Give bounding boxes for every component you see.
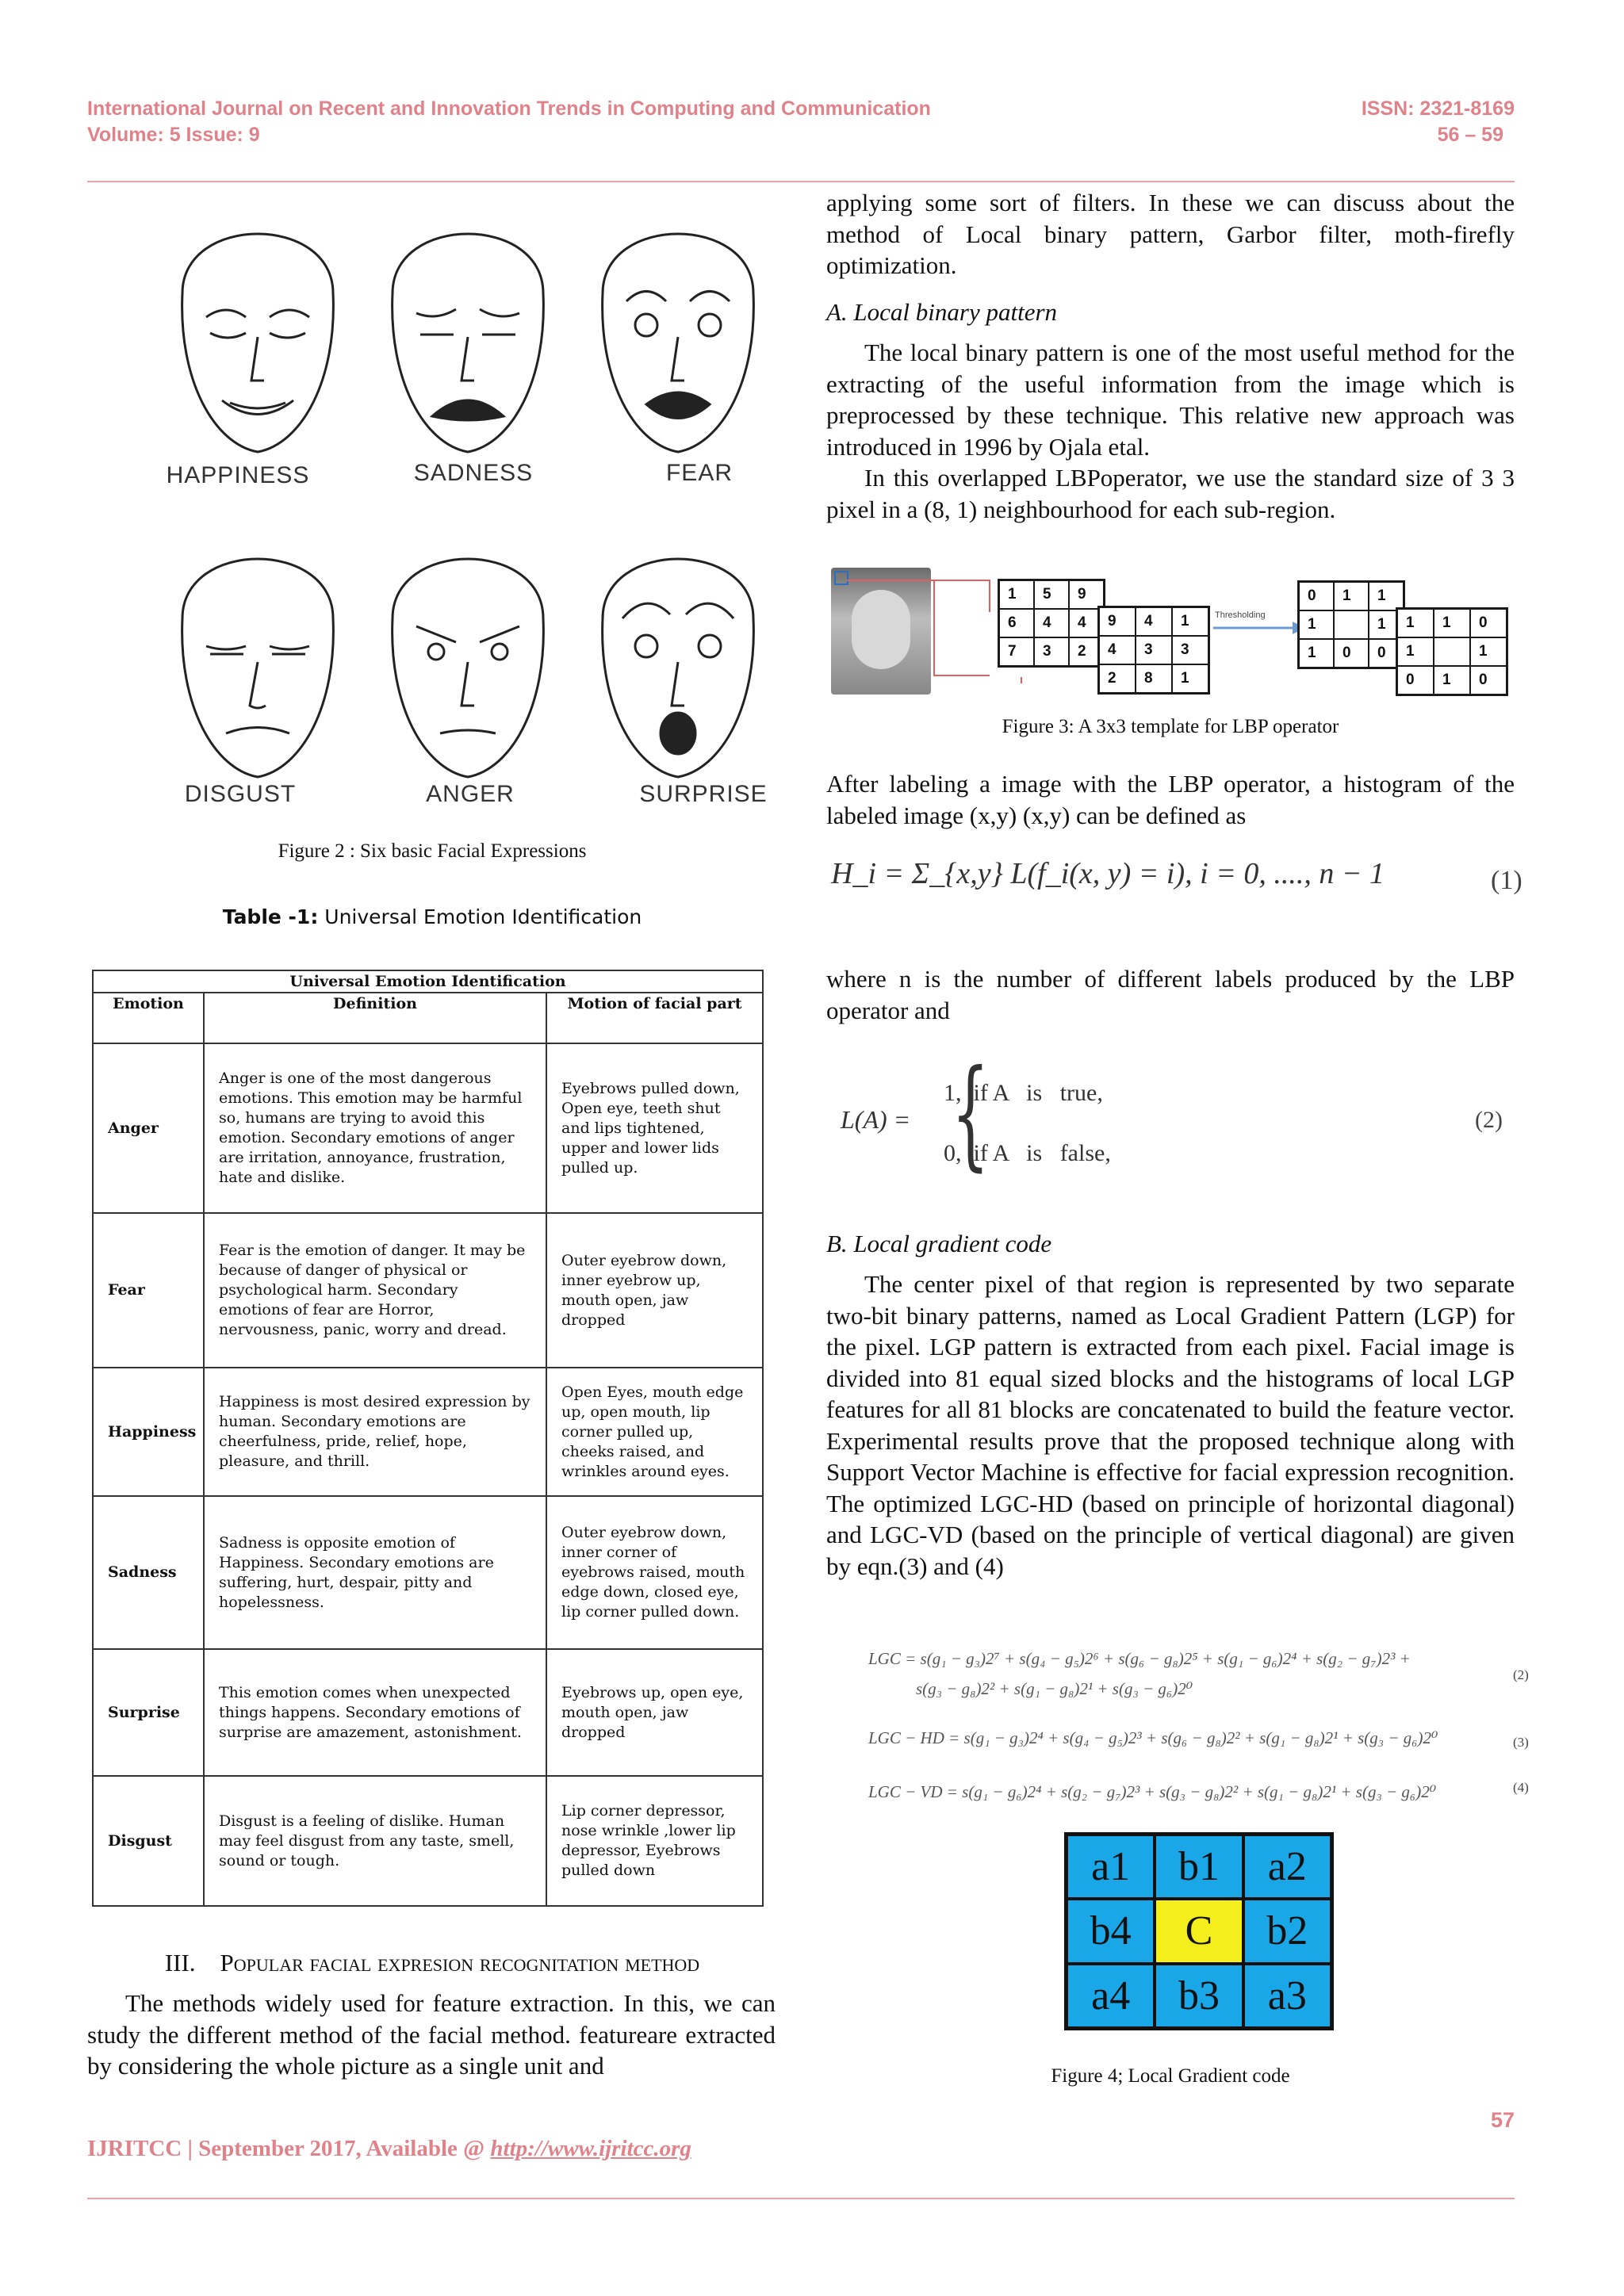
equation-1: H_i = Σ_{x,y} L(f_i(x, y) = i), i = 0, ...., n − 1 (831, 857, 1385, 890)
lbp-cell: 5 (1034, 580, 1069, 609)
lgc-hd-equation: LGC − HD = s(g₁ − g₃)2⁴ + s(g₄ − g₅)2³ + s(g₆ − g₈)2² + s(g₁ − g₈)2¹ + s(g₃ − g₆)2⁰ (868, 1728, 1438, 1747)
emotion-motion: Eyebrows pulled down, Open eye, teeth shut and lips tightened, upper and lower lids pulled up. (546, 1043, 763, 1213)
table-row (93, 1043, 763, 1213)
lgc-cell-a4: a4 (1067, 1964, 1155, 2028)
issn: ISSN: 2321-8169 (1361, 98, 1515, 120)
equation-2-case-true: 1, if A is true, (944, 1080, 1103, 1106)
emotion-definition: Happiness is most desired expression by human. Secondary emotions are cheerfulness, pride, relief, hope, pleasure, and thrill. (204, 1368, 546, 1496)
figure-3-caption: Figure 3: A 3x3 template for LBP operator (1002, 716, 1339, 737)
emotion-motion: Open Eyes, mouth edge up, open mouth, lip corner pulled up, cheeks raised, and wrinkles around eyes. (546, 1368, 763, 1496)
footer-text (87, 2136, 691, 2162)
lbp-cell: 1 (1434, 609, 1470, 637)
lgc-cell-a1: a1 (1067, 1835, 1155, 1899)
lbp-cell: 1 (999, 580, 1034, 609)
section-3-heading (87, 1949, 777, 1977)
volume-issue: Volume: 5 Issue: 9 (87, 124, 260, 146)
lgc-equation-continued: s(g₃ − g₈)2² + s(g₁ − g₈)2¹ + s(g₃ − g₆)2⁰ (916, 1679, 1193, 1698)
lbp-cell: 3 (1172, 636, 1208, 664)
label-surprise: SURPRISE (639, 781, 768, 807)
lbp-cell: 1 (1434, 666, 1470, 695)
lbp-cell: 0 (1470, 666, 1507, 695)
lbp-grid-binary-overlap (1396, 607, 1508, 696)
table-row (93, 1368, 763, 1496)
table-row (93, 1213, 763, 1368)
label-disgust: DISGUST (184, 781, 297, 807)
lbp-cell: 8 (1136, 664, 1172, 693)
emotion-definition: Anger is one of the most dangerous emotions. This emotion may be harmful so, humans are trying to avoid this emotion. Secondary emotions of anger are irritation, annoyance, frustration, hate and dislike. (204, 1043, 546, 1213)
footer-left: IJRITCC | September 2017, Available @ (87, 2136, 491, 2161)
page-range: 56 – 59 (1437, 124, 1503, 146)
lbp-paragraph-1: The local binary pattern is one of the most useful method for the extracting of the useful information from the image which is preprocessed by these technique. This relative new approach was introduced in 1996 by Ojala etal. (826, 339, 1515, 461)
equation-2 (841, 1045, 1507, 1197)
label-fear: FEAR (665, 460, 733, 486)
emotion-name: Disgust (93, 1776, 204, 1906)
lbp-cell: 1 (1172, 664, 1208, 693)
emotion-definition: Fear is the emotion of danger. It may be because of danger of physical or psychological harm. Secondary emotions of fear are Horror, nervousness, panic, worry and dread. (204, 1213, 546, 1368)
section-3-title: Popular facial expresion recognitation method (220, 1949, 700, 1976)
lbp-cell: 1 (1397, 609, 1434, 637)
emotion-name: Fear (93, 1213, 204, 1368)
faces-illustration (135, 182, 793, 817)
lgc-equation: LGC = s(g₁ − g₃)2⁷ + s(g₄ − g₅)2⁶ + s(g₆ − g₈)2⁵ + s(g₁ − g₆)2⁴ + s(g₂ − g₇)2³ + (868, 1649, 1411, 1668)
lbp-cell: 9 (1099, 607, 1136, 636)
equation-2-lhs: L(A) = (841, 1105, 911, 1134)
table-1-caption-text: Universal Emotion Identification (318, 905, 642, 928)
lgc-cell-a3: a3 (1243, 1964, 1331, 2028)
lbp-cell (1334, 610, 1369, 639)
table-row (93, 1776, 763, 1906)
right-intro-paragraph: applying some sort of filters. In these we can discuss about the method of Local binary pattern, Garbor filter, moth-firefly optimization. (826, 189, 1515, 279)
lgc-paragraph: The center pixel of that region is represented by two separate two-bit binary patterns, named as Local Gradient Pattern (LGP) for the pixel. LGP pattern is extracted from each pixel. Facial image is divided into 81 equal sized blocks and the histograms of local LGP features for all 81 blocks are concatenated to build the feature vector. Experimental results prove that the proposed technique along with Support Vector Machine is effective for facial expression recognition. The optimized LGC-HD (based on principle of horizontal diagonal) and LGC-VD (based on the principle of vertical diagonal) are given by eqn.(3) and (4) (826, 1270, 1515, 1580)
lbp-cell: 0 (1369, 639, 1404, 668)
section-3-paragraph: The methods widely used for feature extraction. In this, we can study the different method of the facial method. featureare extracted by considering the whole picture as a single unit and (87, 1989, 776, 2080)
table-row (93, 1649, 763, 1776)
col-header-definition: Definition (204, 993, 546, 1043)
lbp-grid-input-overlap (1097, 606, 1210, 695)
lbp-cell: 4 (1099, 636, 1136, 664)
lbp-cell: 1 (1369, 610, 1404, 639)
thresholding-label: Thresholding (1215, 610, 1266, 620)
lbp-cell: 4 (1034, 609, 1069, 637)
lbp-cell: 1 (1369, 582, 1404, 610)
page-number: 57 (1490, 2108, 1515, 2132)
lbp-cell: 9 (1069, 580, 1104, 609)
labels-paragraph: where n is the number of different labels produced by the LBP operator and (826, 965, 1515, 1024)
lbp-cell: 2 (1069, 637, 1104, 666)
lbp-cell: 6 (999, 609, 1034, 637)
lgc-equation-number: (2) (1513, 1667, 1529, 1682)
label-happiness: HAPPINESS (166, 462, 310, 488)
lgc-hd-equation-number: (3) (1513, 1735, 1529, 1750)
lbp-cell (1434, 637, 1470, 666)
lgc-cell-b2: b2 (1243, 1899, 1331, 1963)
lbp-cell: 1 (1334, 582, 1369, 610)
lgc-vd-equation-number: (4) (1513, 1780, 1529, 1795)
lbp-cell: 4 (1069, 609, 1104, 637)
emotion-name: Anger (93, 1043, 204, 1213)
emotion-name: Sadness (93, 1496, 204, 1649)
section-3-number: III. (164, 1949, 196, 1976)
figure-3-lbp (831, 564, 1513, 699)
lbp-cell: 0 (1470, 609, 1507, 637)
lbp-paragraph-2: In this overlapped LBPoperator, we use the standard size of 3 3 pixel in a (8, 1) neighbourhood for each sub-region. (826, 464, 1515, 523)
lbp-cell: 0 (1334, 639, 1369, 668)
lgc-vd-equation: LGC − VD = s(g₁ − g₆)2⁴ + s(g₂ − g₇)2³ + s(g₃ − g₈)2² + s(g₁ − g₈)2¹ + s(g₃ − g₆)2⁰ (868, 1782, 1437, 1801)
emotion-definition: This emotion comes when unexpected things happens. Secondary emotions of surprise are amazement, astonishment. (204, 1649, 546, 1776)
lbp-cell: 1 (1470, 637, 1507, 666)
lbp-cell: 1 (1397, 637, 1434, 666)
lbp-cell: 1 (1299, 639, 1334, 668)
lbp-cell: 0 (1299, 582, 1334, 610)
lgc-cell-b4: b4 (1067, 1899, 1155, 1963)
equation-2-brace: { (951, 1045, 990, 1183)
lgc-cell-a2: a2 (1243, 1835, 1331, 1899)
figure-2-caption: Figure 2 : Six basic Facial Expressions (278, 840, 587, 862)
local-gradient-code-grid (1064, 1832, 1334, 2030)
lbp-cell: 3 (1034, 637, 1069, 666)
emotion-definition: Sadness is opposite emotion of Happiness. Secondary emotions are suffering, hurt, despair, pitty and hopelessness. (204, 1496, 546, 1649)
emotion-motion: Outer eyebrow down, inner eyebrow up, mouth open, jaw dropped (546, 1213, 763, 1368)
lgc-cell-b1: b1 (1155, 1835, 1243, 1899)
emotion-motion: Eyebrows up, open eye, mouth open, jaw dropped (546, 1649, 763, 1776)
lbp-cell: 4 (1136, 607, 1172, 636)
equation-2-number: (2) (1475, 1107, 1503, 1133)
lbp-grid-input (998, 579, 1105, 668)
lbp-cell: 1 (1172, 607, 1208, 636)
figure-six-faces (135, 182, 793, 817)
table-1-caption-label: Table -1: (222, 905, 319, 928)
lbp-cell: 2 (1099, 664, 1136, 693)
col-header-motion: Motion of facial part (546, 993, 763, 1043)
emotion-name: Surprise (93, 1649, 204, 1776)
footer-rule (87, 2198, 1515, 2199)
emotion-motion: Lip corner depressor, nose wrinkle ,lower lip depressor, Eyebrows pulled down (546, 1776, 763, 1906)
lbp-grid-binary (1297, 580, 1405, 669)
table-row (93, 1496, 763, 1649)
label-sadness: SADNESS (413, 460, 534, 486)
lgc-cell-b3: b3 (1155, 1964, 1243, 2028)
emotion-motion: Outer eyebrow down, inner corner of eyebrows raised, mouth edge down, closed eye, lip corner pulled down. (546, 1496, 763, 1649)
label-anger: ANGER (426, 781, 515, 807)
figure-4-caption: Figure 4; Local Gradient code (1051, 2065, 1290, 2087)
lbp-cell: 3 (1136, 636, 1172, 664)
footer-link[interactable]: http://www.ijritcc.org (490, 2136, 691, 2161)
section-b-heading: B. Local gradient code (826, 1230, 1052, 1257)
lbp-cell: 0 (1397, 666, 1434, 695)
col-header-emotion: Emotion (93, 993, 204, 1043)
equation-1-number: (1) (1491, 866, 1522, 895)
histogram-paragraph: After labeling a image with the LBP operator, a histogram of the labeled image (x,y) (x,y) can be defined as (826, 770, 1515, 829)
lbp-cell: 7 (999, 637, 1034, 666)
section-a-heading: A. Local binary pattern (826, 298, 1058, 326)
table-1-caption (87, 905, 777, 928)
emotion-name: Happiness (93, 1368, 204, 1496)
lgc-cell-c: C (1155, 1899, 1243, 1963)
table-title: Universal Emotion Identification (93, 970, 763, 993)
emotion-definition: Disgust is a feeling of dislike. Human may feel disgust from any taste, smell, sound or tough. (204, 1776, 546, 1906)
lbp-cell: 1 (1299, 610, 1334, 639)
journal-title: International Journal on Recent and Innovation Trends in Computing and Communication (87, 98, 931, 120)
equation-2-case-false: 0, if A is false, (944, 1140, 1111, 1166)
emotion-table (92, 970, 764, 1907)
